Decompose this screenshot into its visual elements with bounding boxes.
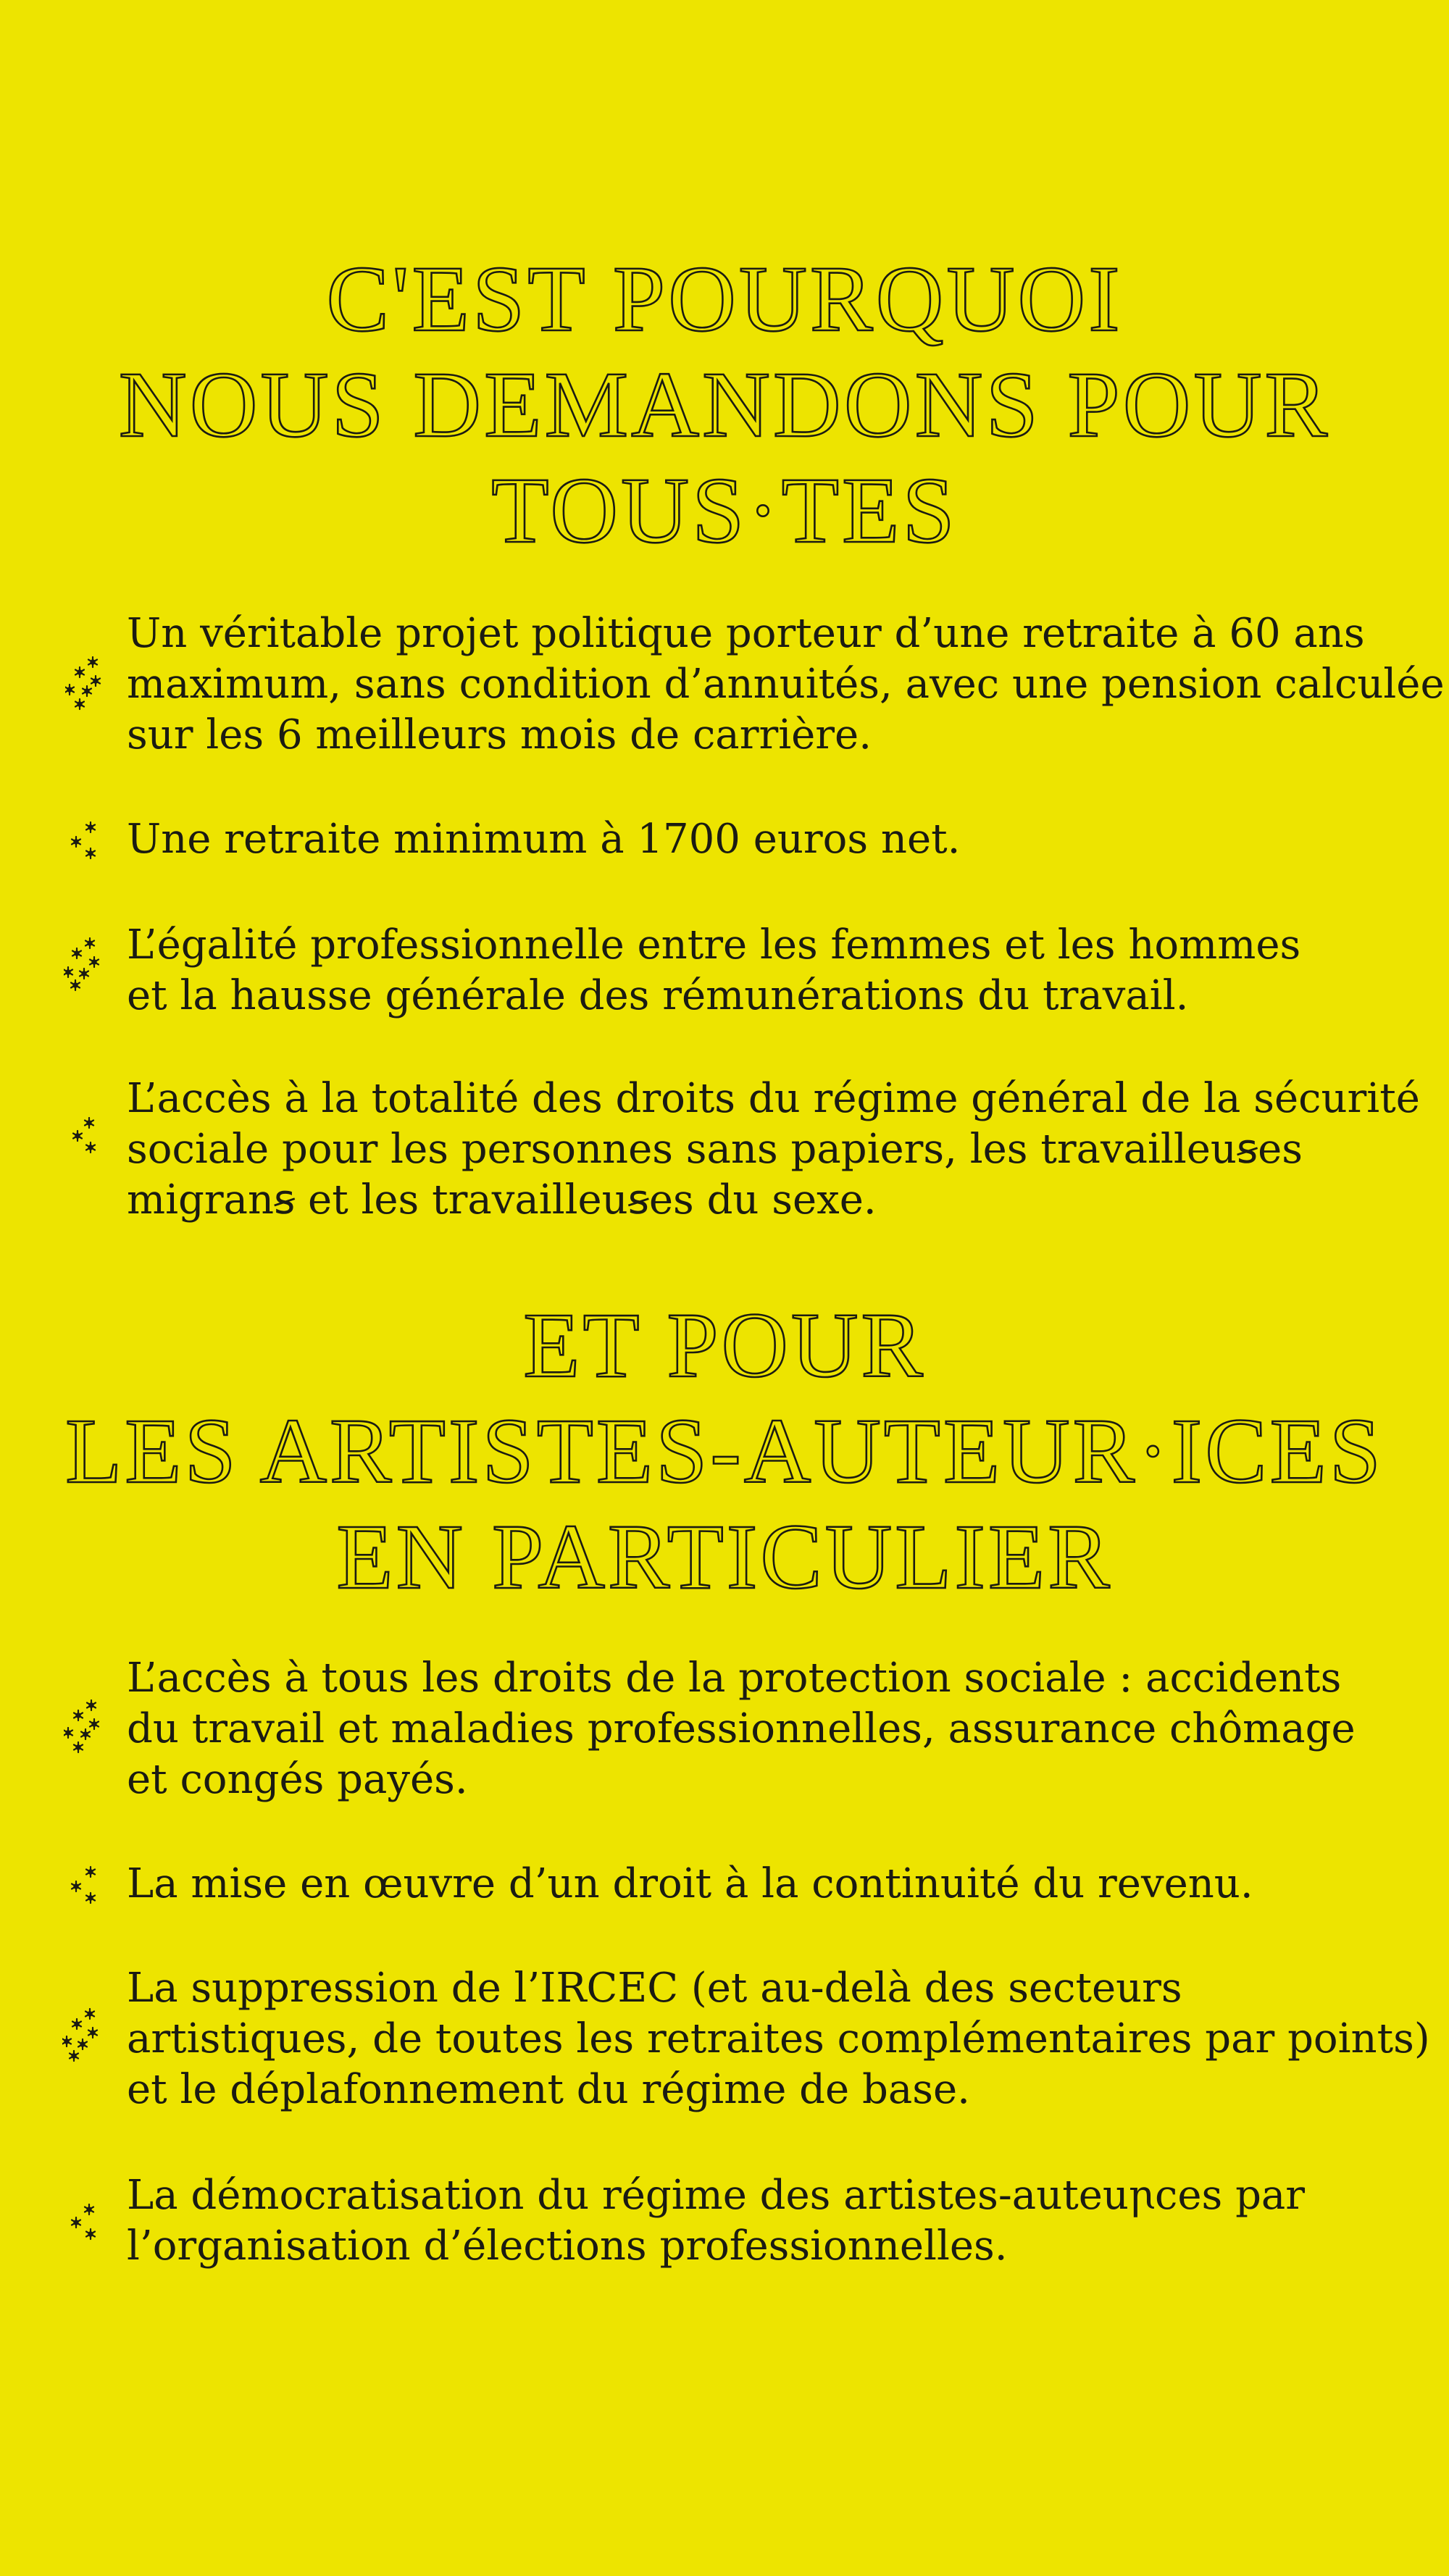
- section-heading-artistes-auteurices: [0, 1292, 1449, 1610]
- list-item-text: La suppression de l’IRCEC (et au-delà des secteurs artistiques, de toutes les retraites complémentaires par points) et le déplafonnement du régime de base.: [127, 1965, 1430, 2113]
- asterisk-cluster-icon: [69, 1865, 112, 1923]
- heading-line: LES ARTISTES-AUTEUR·ICES: [65, 1400, 1384, 1502]
- asterisk-cluster-icon: [64, 1699, 107, 1757]
- list-item-text: L’accès à la totalité des droits du régime général de la sécurité sociale pour les personnes sans papiers, les travailleuꞩes migranꞩ et les travailleuꞩes du sexe.: [127, 1075, 1420, 1224]
- list-item-text: Une retraite minimum à 1700 euros net.: [127, 816, 961, 863]
- asterisk-cluster-icon: [69, 820, 112, 878]
- heading-line: ET POUR: [523, 1294, 926, 1397]
- asterisk-cluster-icon: [64, 936, 107, 994]
- section-heading-tous-tes: [0, 246, 1449, 564]
- list-item-text: Un véritable projet politique porteur d’une retraite à 60 ans maximum, sans condition d’annuités, avec une pension calculée sur les 6 meilleurs mois de carrière.: [127, 610, 1445, 758]
- heading-line: EN PARTICULIER: [336, 1505, 1113, 1608]
- asterisk-cluster-icon: [69, 1117, 112, 1175]
- list-item-text: L’accès à tous les droits de la protection sociale : accidents du travail et maladies professionnelles, assurance chômage et congés payés.: [127, 1655, 1356, 1803]
- asterisk-cluster-icon: [69, 2202, 112, 2260]
- list-item-text: La démocratisation du régime des artistes-auteuꞃces par l’organisation d’élections professionnelles.: [127, 2172, 1306, 2270]
- heading-line: TOUS·TES: [491, 459, 958, 563]
- list-item-text: La mise en œuvre d’un droit à la continuité du revenu.: [127, 1860, 1253, 1907]
- list-item-text: L’égalité professionnelle entre les femmes et les hommes et la hausse générale des rémunérations du travail.: [127, 921, 1301, 1019]
- asterisk-cluster-icon: [62, 2008, 106, 2066]
- asterisk-cluster-icon: [65, 656, 109, 714]
- heading-line: C'EST POURQUOI: [326, 247, 1123, 351]
- heading-line: NOUS DEMANDONS POUR: [118, 353, 1331, 457]
